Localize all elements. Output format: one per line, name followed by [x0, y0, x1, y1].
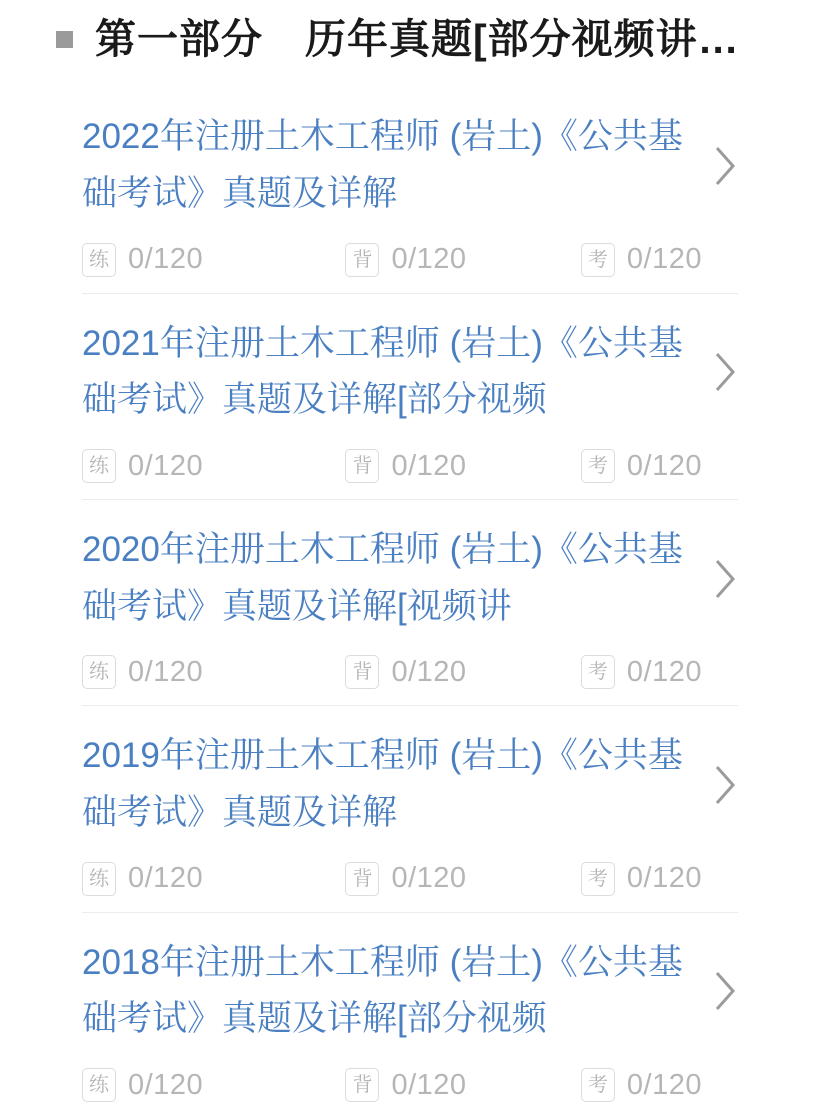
practice-tag: 练: [82, 862, 116, 896]
practice-count: 0/120: [128, 655, 204, 688]
exam-count: 0/120: [626, 655, 702, 688]
stat-practice: [82, 1068, 279, 1102]
list-item[interactable]: [82, 500, 738, 706]
stat-recite: [279, 449, 504, 483]
stat-exam: [505, 449, 702, 483]
stat-practice: [82, 243, 279, 277]
practice-tag: 练: [82, 243, 116, 277]
stat-exam: [505, 243, 702, 277]
practice-tag: 练: [82, 449, 116, 483]
practice-tag: 练: [82, 655, 116, 689]
list-item-title: 2022年注册土木工程师 (岩土)《公共基础考试》真题及详解: [82, 117, 683, 213]
exam-count: 0/120: [626, 862, 702, 895]
exam-tag: 考: [581, 655, 615, 689]
content-area: [20, 0, 800, 1101]
list-item-main[interactable]: [82, 935, 738, 1048]
list-item-stats: [82, 862, 738, 896]
stat-recite: [279, 243, 504, 277]
list-item[interactable]: [82, 706, 738, 912]
recite-count: 0/120: [391, 1068, 467, 1101]
right-gutter: [800, 0, 814, 1080]
left-gutter: [0, 0, 20, 1080]
recite-count: 0/120: [391, 655, 467, 688]
stat-recite: [279, 655, 504, 689]
list-item-main[interactable]: [82, 316, 738, 429]
practice-count: 0/120: [128, 1068, 204, 1101]
practice-count: 0/120: [128, 243, 204, 276]
list-item-title: 2021年注册土木工程师 (岩土)《公共基础考试》真题及详解[部分视频: [82, 323, 683, 420]
recite-count: 0/120: [391, 449, 467, 482]
exam-tag: 考: [581, 862, 615, 896]
recite-count: 0/120: [391, 243, 467, 276]
stat-practice: [82, 655, 279, 689]
exam-count: 0/120: [626, 1068, 702, 1101]
list-item-main[interactable]: [82, 109, 738, 222]
recite-tag: 背: [345, 1068, 379, 1102]
exam-count: 0/120: [626, 243, 702, 276]
stat-practice: [82, 449, 279, 483]
recite-tag: 背: [345, 655, 379, 689]
list-item-stats: [82, 243, 738, 277]
stat-exam: [505, 862, 702, 896]
chapter-list: [20, 87, 800, 1118]
stat-exam: [505, 1068, 702, 1102]
practice-count: 0/120: [128, 862, 204, 895]
exam-tag: 考: [581, 1068, 615, 1102]
list-item[interactable]: [82, 913, 738, 1118]
list-item-stats: [82, 449, 738, 483]
list-item[interactable]: [82, 294, 738, 500]
list-item-title: 2019年注册土木工程师 (岩土)《公共基础考试》真题及详解: [82, 736, 683, 833]
list-item-stats: [82, 1068, 738, 1102]
stat-recite: [279, 1068, 504, 1102]
list-item[interactable]: [82, 87, 738, 293]
list-item-title: 2018年注册土木工程师 (岩土)《公共基础考试》真题及详解[部分视频: [82, 942, 683, 1039]
exam-tag: 考: [581, 243, 615, 277]
recite-tag: 背: [345, 449, 379, 483]
page-title: 第一部分 历年真题[部分视频讲…: [95, 16, 740, 62]
exam-tag: 考: [581, 449, 615, 483]
stat-exam: [505, 655, 702, 689]
chevron-right-icon[interactable]: [698, 763, 738, 807]
recite-count: 0/120: [391, 862, 467, 895]
chevron-right-icon[interactable]: [698, 144, 738, 188]
chevron-right-icon[interactable]: [698, 350, 738, 394]
list-item-stats: [82, 655, 738, 689]
stat-practice: [82, 862, 279, 896]
exam-count: 0/120: [626, 449, 702, 482]
recite-tag: 背: [345, 862, 379, 896]
list-item-title: 2020年注册土木工程师 (岩土)《公共基础考试》真题及详解[视频讲: [82, 530, 683, 626]
practice-tag: 练: [82, 1068, 116, 1102]
section-header: [20, 0, 800, 87]
chevron-right-icon[interactable]: [698, 557, 738, 601]
stat-recite: [279, 862, 504, 896]
recite-tag: 背: [345, 243, 379, 277]
list-item-main[interactable]: [82, 522, 738, 635]
chevron-right-icon[interactable]: [698, 969, 738, 1013]
square-bullet-icon: [56, 31, 73, 48]
practice-count: 0/120: [128, 449, 204, 482]
list-item-main[interactable]: [82, 728, 738, 841]
